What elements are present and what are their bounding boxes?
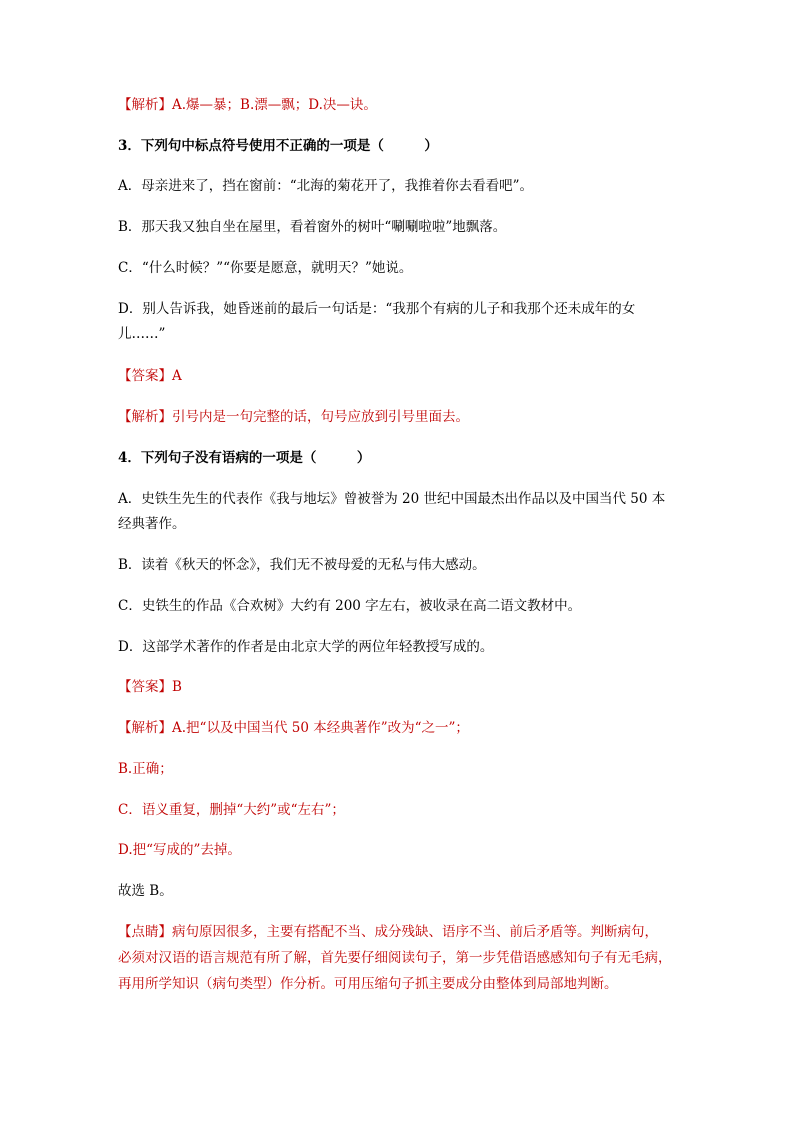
q3-option-d-line2: 儿……” xyxy=(118,326,166,342)
answer-tag: 【答案】 xyxy=(118,679,172,695)
q3-option-b: B．那天我又独自坐在屋里，看着窗外的树叶“唰唰啦啦”地飘落。 xyxy=(118,219,507,235)
q3-option-c: C．“什么时候？”“你要是愿意，就明天？”她说。 xyxy=(118,260,413,276)
question-4-title: 4．下列句子没有语病的一项是（ ） xyxy=(118,450,371,466)
q4-option-d: D．这部学术著作的作者是由北京大学的两位年轻教授写成的。 xyxy=(118,639,494,655)
analysis-tag: 【解析】 xyxy=(118,97,172,113)
analysis-text: 引号内是一句完整的话，句号应放到引号里面去。 xyxy=(172,409,469,425)
q4-option-a-line2: 经典著作。 xyxy=(118,516,186,532)
q4-option-b: B．读着《秋天的怀念》，我们无不被母爱的无私与伟大感动。 xyxy=(118,557,486,573)
q4-option-c: C．史铁生的作品《合欢树》大约有 200 字左右，被收录在高二语文教材中。 xyxy=(118,598,582,614)
tip-line2: 必须对汉语的语言规范有所了解，首先要仔细阅读句子，第一步凭借语感感知句子有无毛病， xyxy=(118,950,672,966)
answer-tag: 【答案】 xyxy=(118,368,172,384)
analysis-text: A.把“以及中国当代 50 本经典著作”改为“之一”； xyxy=(172,720,469,736)
analysis-c: C．语义重复，删掉“大约”或“左右”； xyxy=(118,802,345,818)
tip-text: 病句原因很多，主要有搭配不当、成分残缺、语序不当、前后矛盾等。判断病句， xyxy=(172,924,658,940)
analysis-d: D.把“写成的”去掉。 xyxy=(118,842,241,858)
q4-option-a-line1: A．史铁生先生的代表作《我与地坛》曾被誉为 20 世纪中国最杰出作品以及中国当代 50 本 xyxy=(118,491,666,507)
analysis-text: A.爆—暴；B.漂—飘；D.决—诀。 xyxy=(172,97,377,113)
question-3-title: 3．下列句中标点符号使用不正确的一项是（ ） xyxy=(118,138,438,154)
analysis-b: B.正确； xyxy=(118,761,173,777)
q3-option-d-line1: D．别人告诉我，她昏迷前的最后一句话是：“我那个有病的儿子和我那个还未成年的女 xyxy=(118,301,636,317)
analysis-line-q2 xyxy=(118,95,377,115)
analysis-line-q3 xyxy=(118,407,469,427)
tip-tag: 【点睛】 xyxy=(118,924,172,940)
answer-text: B xyxy=(172,679,182,695)
tip-line3: 再用所学知识（病句类型）作分析。可用压缩句子抓主要成分由整体到局部地判断。 xyxy=(118,976,618,992)
tip-line1 xyxy=(118,922,658,942)
q3-option-a: A．母亲进来了，挡在窗前：“北海的菊花开了，我推着你去看看吧”。 xyxy=(118,178,534,194)
conclusion: 故选 B。 xyxy=(118,883,173,899)
answer-line-q4 xyxy=(118,677,182,697)
analysis-tag: 【解析】 xyxy=(118,409,172,425)
answer-line-q3 xyxy=(118,366,182,386)
answer-text: A xyxy=(172,368,182,384)
analysis-line-q4 xyxy=(118,718,469,738)
analysis-tag: 【解析】 xyxy=(118,720,172,736)
